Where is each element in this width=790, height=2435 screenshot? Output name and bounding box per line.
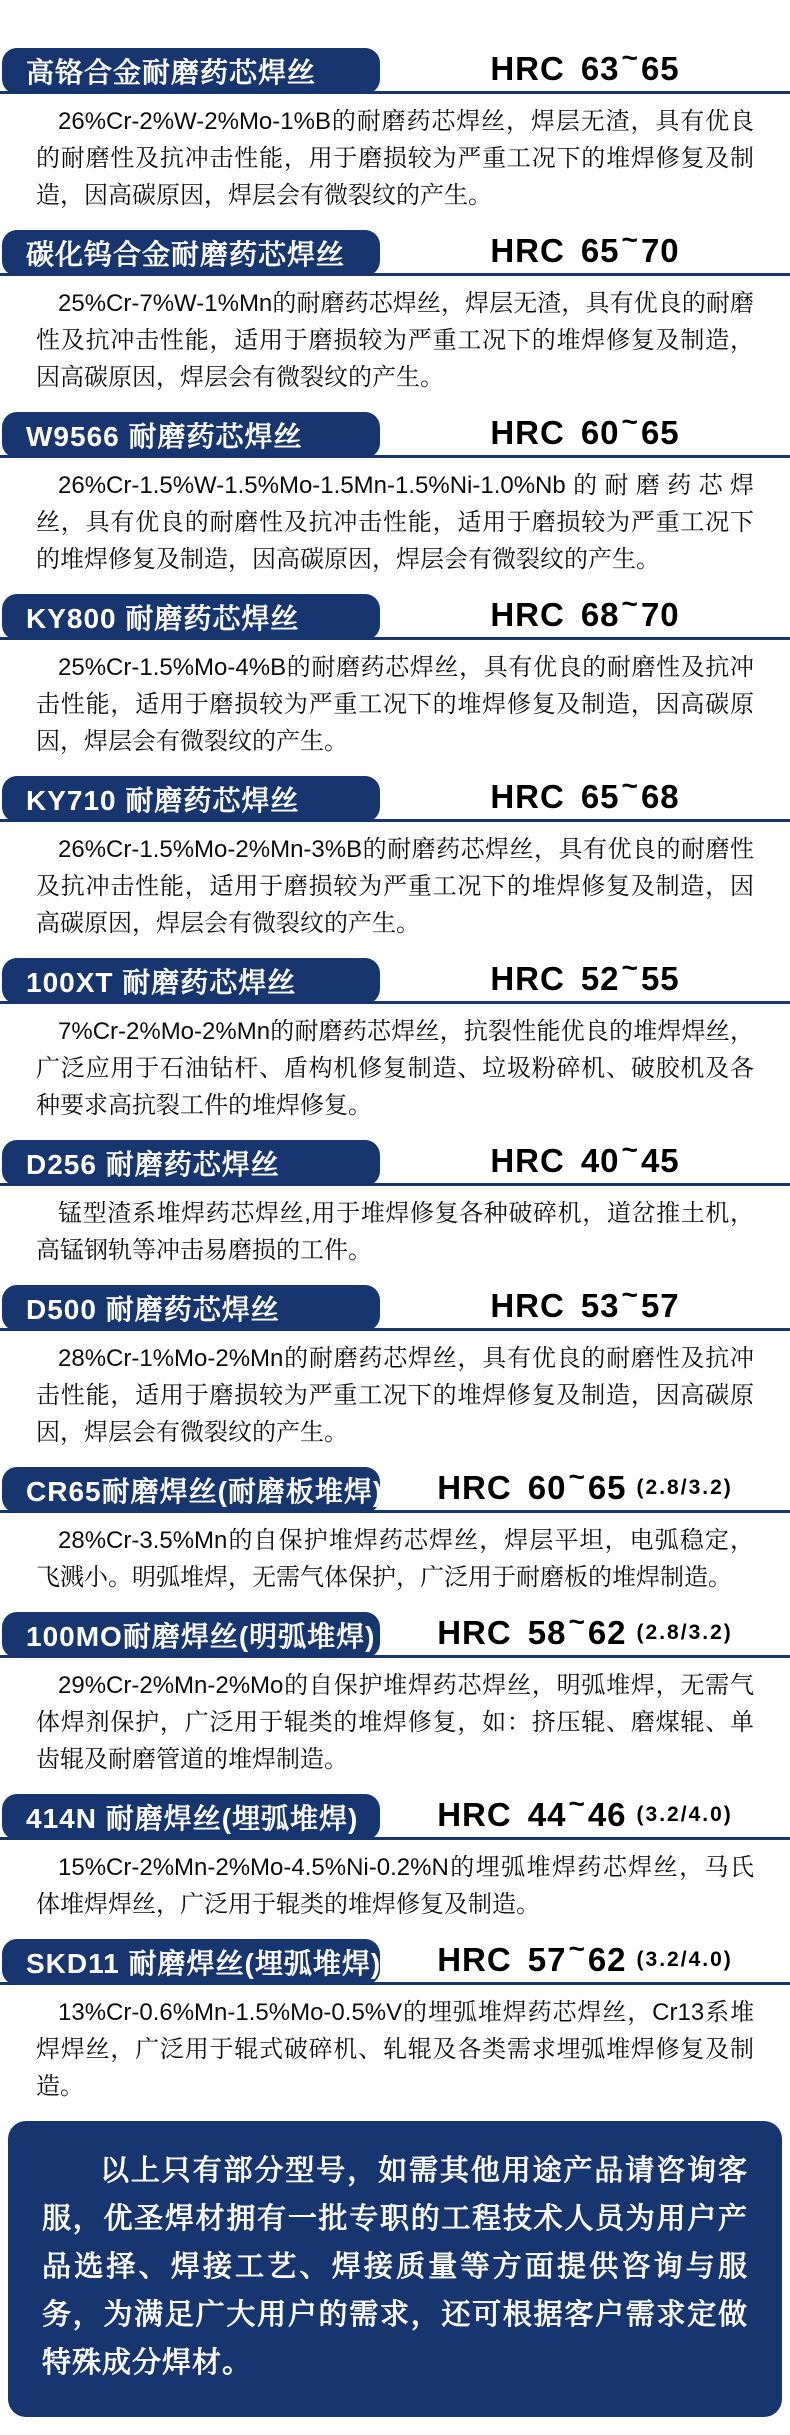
hrc-label: HRC bbox=[490, 596, 565, 633]
product-title-band bbox=[2, 1794, 380, 1840]
product-title: 100XT 耐磨药芯焊丝 bbox=[26, 967, 297, 998]
hardness-value bbox=[380, 769, 790, 822]
product-description: 25%Cr-1.5%Mo-4%B的耐磨药芯焊丝，具有优良的耐磨性及抗冲击性能，适用于磨损较为严重工况下的堆焊修复及制造，因高碳原因，焊层会有微裂纹的产生。 bbox=[36, 654, 754, 755]
hrc-low: 63 bbox=[580, 50, 620, 87]
hrc-high: 65 bbox=[587, 1469, 627, 1506]
hardness-value bbox=[380, 587, 790, 640]
hardness-value bbox=[380, 223, 790, 276]
hardness-value bbox=[380, 1787, 790, 1840]
hrc-low: 57 bbox=[527, 1941, 567, 1978]
product-title-band bbox=[2, 1467, 384, 1513]
product-section bbox=[0, 223, 790, 396]
tilde-glyph: ~ bbox=[621, 769, 639, 801]
product-title: 碳化钨合金耐磨药芯焊丝 bbox=[26, 239, 346, 270]
product-title: 高铬合金耐磨药芯焊丝 bbox=[26, 57, 317, 88]
hardness-value bbox=[380, 1133, 790, 1186]
product-list bbox=[0, 41, 790, 2105]
hardness-value bbox=[380, 1605, 790, 1658]
hrc-high: 57 bbox=[640, 1287, 680, 1324]
hrc-low: 68 bbox=[580, 596, 620, 633]
product-title: W9566 耐磨药芯焊丝 bbox=[26, 421, 303, 452]
tilde-glyph: ~ bbox=[568, 1460, 586, 1492]
hrc-label: HRC bbox=[437, 1614, 512, 1651]
product-section bbox=[0, 951, 790, 1124]
product-header bbox=[0, 223, 790, 276]
product-section bbox=[0, 41, 790, 214]
product-title-band bbox=[2, 1140, 380, 1186]
product-title: D500 耐磨药芯焊丝 bbox=[26, 1294, 280, 1325]
hrc-low: 60 bbox=[527, 1469, 567, 1506]
product-section bbox=[0, 1932, 790, 2105]
hrc-label: HRC bbox=[490, 1287, 565, 1324]
hrc-high: 70 bbox=[640, 596, 680, 633]
hrc-label: HRC bbox=[490, 50, 565, 87]
tilde-glyph: ~ bbox=[621, 405, 639, 437]
product-description: 锰型渣系堆焊药芯焊丝,用于堆焊修复各种破碎机，道岔推土机，高锰钢轨等冲击易磨损的工件。 bbox=[36, 1200, 754, 1264]
wire-diameter: (2.8/3.2) bbox=[636, 1476, 733, 1499]
product-header bbox=[0, 1605, 790, 1658]
hrc-label: HRC bbox=[490, 232, 565, 269]
product-title-band bbox=[2, 1939, 380, 1985]
product-title-band bbox=[2, 412, 380, 458]
hrc-low: 52 bbox=[580, 960, 620, 997]
hrc-high: 55 bbox=[640, 960, 680, 997]
product-title: 414N 耐磨焊丝(埋弧堆焊) bbox=[26, 1803, 359, 1834]
wire-diameter: (2.8/3.2) bbox=[636, 1621, 733, 1644]
hrc-low: 65 bbox=[580, 232, 620, 269]
hrc-low: 53 bbox=[580, 1287, 620, 1324]
wire-diameter: (3.2/4.0) bbox=[636, 1948, 733, 1971]
product-section bbox=[0, 1278, 790, 1451]
product-title: CR65耐磨焊丝(耐磨板堆焊) bbox=[26, 1476, 384, 1507]
product-header bbox=[0, 1460, 790, 1513]
hrc-low: 58 bbox=[527, 1614, 567, 1651]
product-header bbox=[0, 1278, 790, 1331]
hrc-high: 65 bbox=[640, 50, 680, 87]
product-title: KY710 耐磨药芯焊丝 bbox=[26, 785, 300, 816]
product-description: 15%Cr-2%Mn-2%Mo-4.5%Ni-0.2%N的埋弧堆焊药芯焊丝，马氏体堆焊焊丝，广泛用于辊类的堆焊修复及制造。 bbox=[36, 1854, 754, 1918]
tilde-glyph: ~ bbox=[621, 223, 639, 255]
hrc-label: HRC bbox=[437, 1796, 512, 1833]
product-description: 26%Cr-1.5%Mo-2%Mn-3%B的耐磨药芯焊丝，具有优良的耐磨性及抗冲击性能，适用于磨损较为严重工况下的堆焊修复及制造，因高碳原因，焊层会有微裂纹的产生。 bbox=[36, 836, 754, 937]
product-description: 28%Cr-1%Mo-2%Mn的耐磨药芯焊丝，具有优良的耐磨性及抗冲击性能，适用于磨损较为严重工况下的堆焊修复及制造，因高碳原因，焊层会有微裂纹的产生。 bbox=[36, 1345, 754, 1446]
product-title-band bbox=[2, 594, 380, 640]
tilde-glyph: ~ bbox=[568, 1787, 586, 1819]
product-title-band bbox=[2, 1285, 380, 1331]
hardness-value bbox=[380, 405, 790, 458]
tilde-glyph: ~ bbox=[568, 1932, 586, 1964]
product-header bbox=[0, 41, 790, 94]
hrc-low: 65 bbox=[580, 778, 620, 815]
product-description: 28%Cr-3.5%Mn的自保护堆焊药芯焊丝，焊层平坦，电弧稳定，飞溅小。明弧堆焊，无需气体保护，广泛用于耐磨板的堆焊制造。 bbox=[36, 1527, 754, 1591]
product-header bbox=[0, 405, 790, 458]
hrc-high: 70 bbox=[640, 232, 680, 269]
tilde-glyph: ~ bbox=[621, 1278, 639, 1310]
tilde-glyph: ~ bbox=[568, 1605, 586, 1637]
footer-notice-text: 以上只有部分型号，如需其他用途产品请咨询客服，优圣焊材拥有一批专职的工程技术人员为用户产品选择、焊接工艺、焊接质量等方面提供咨询与服务，为满足广大用户的需求，还可根据客户需求定做特殊成分焊材。 bbox=[42, 2155, 748, 2379]
product-section bbox=[0, 1460, 790, 1596]
product-description: 13%Cr-0.6%Mn-1.5%Mo-0.5%V的埋弧堆焊药芯焊丝，Cr13系堆焊焊丝，广泛用于辊式破碎机、轧辊及各类需求埋弧堆焊修复及制造。 bbox=[36, 1999, 754, 2100]
product-title: KY800 耐磨药芯焊丝 bbox=[26, 603, 300, 634]
product-title-band bbox=[2, 776, 380, 822]
hardness-value bbox=[380, 951, 790, 1004]
product-section bbox=[0, 769, 790, 942]
product-title: D256 耐磨药芯焊丝 bbox=[26, 1149, 280, 1180]
product-title: SKD11 耐磨焊丝(埋弧堆焊) bbox=[26, 1948, 382, 1979]
product-header bbox=[0, 587, 790, 640]
product-header bbox=[0, 1932, 790, 1985]
product-title-band bbox=[2, 48, 380, 94]
wire-diameter: (3.2/4.0) bbox=[636, 1803, 733, 1826]
product-header bbox=[0, 1787, 790, 1840]
footer-notice-box bbox=[8, 2121, 782, 2417]
hrc-low: 40 bbox=[580, 1142, 620, 1179]
product-description: 25%Cr-7%W-1%Mn的耐磨药芯焊丝，焊层无渣，具有优良的耐磨性及抗冲击性能，适用于磨损较为严重工况下的堆焊修复及制造，因高碳原因，焊层会有微裂纹的产生。 bbox=[36, 290, 754, 391]
hardness-value bbox=[380, 41, 790, 94]
hrc-label: HRC bbox=[437, 1469, 512, 1506]
product-section bbox=[0, 1605, 790, 1778]
product-section bbox=[0, 587, 790, 760]
product-description: 29%Cr-2%Mn-2%Mo的自保护堆焊药芯焊丝，明弧堆焊，无需气体焊剂保护，广泛用于辊类的堆焊修复，如：挤压辊、磨煤辊、单齿辊及耐磨管道的堆焊制造。 bbox=[36, 1672, 754, 1773]
product-title: 100MO耐磨焊丝(明弧堆焊) bbox=[26, 1621, 376, 1652]
product-section bbox=[0, 1787, 790, 1923]
product-description: 26%Cr-2%W-2%Mo-1%B的耐磨药芯焊丝，焊层无渣，具有优良的耐磨性及抗冲击性能，用于磨损较为严重工况下的堆焊修复及制造，因高碳原因，焊层会有微裂纹的产生。 bbox=[36, 108, 754, 209]
hrc-high: 46 bbox=[587, 1796, 627, 1833]
product-description: 7%Cr-2%Mo-2%Mn的耐磨药芯焊丝，抗裂性能优良的堆焊焊丝，广泛应用于石油钻杆、盾构机修复制造、垃圾粉碎机、破胶机及各种要求高抗裂工件的堆焊修复。 bbox=[36, 1018, 754, 1119]
hrc-high: 68 bbox=[640, 778, 680, 815]
product-header bbox=[0, 1133, 790, 1186]
hrc-label: HRC bbox=[490, 778, 565, 815]
hrc-low: 60 bbox=[580, 414, 620, 451]
hardness-value bbox=[380, 1460, 790, 1513]
hardness-value bbox=[380, 1278, 790, 1331]
hrc-label: HRC bbox=[490, 414, 565, 451]
tilde-glyph: ~ bbox=[621, 41, 639, 73]
product-description: 26%Cr-1.5%W-1.5%Mo-1.5Mn-1.5%Ni-1.0%Nb的耐磨药芯焊丝，具有优良的耐磨性及抗冲击性能，适用于磨损较为严重工况下的堆焊修复及制造，因高碳原因，焊层会有微裂纹的产生。 bbox=[36, 472, 754, 573]
hardness-value bbox=[380, 1932, 790, 1985]
hrc-low: 44 bbox=[527, 1796, 567, 1833]
hrc-high: 62 bbox=[587, 1941, 627, 1978]
hrc-high: 65 bbox=[640, 414, 680, 451]
tilde-glyph: ~ bbox=[621, 1133, 639, 1165]
hrc-label: HRC bbox=[437, 1941, 512, 1978]
hrc-high: 62 bbox=[587, 1614, 627, 1651]
product-header bbox=[0, 951, 790, 1004]
hrc-high: 45 bbox=[640, 1142, 680, 1179]
product-title-band bbox=[2, 958, 380, 1004]
product-section bbox=[0, 405, 790, 578]
hrc-label: HRC bbox=[490, 1142, 565, 1179]
tilde-glyph: ~ bbox=[621, 587, 639, 619]
product-title-band bbox=[2, 1612, 380, 1658]
tilde-glyph: ~ bbox=[621, 951, 639, 983]
product-header bbox=[0, 769, 790, 822]
product-section bbox=[0, 1133, 790, 1269]
product-title-band bbox=[2, 230, 380, 276]
hrc-label: HRC bbox=[490, 960, 565, 997]
